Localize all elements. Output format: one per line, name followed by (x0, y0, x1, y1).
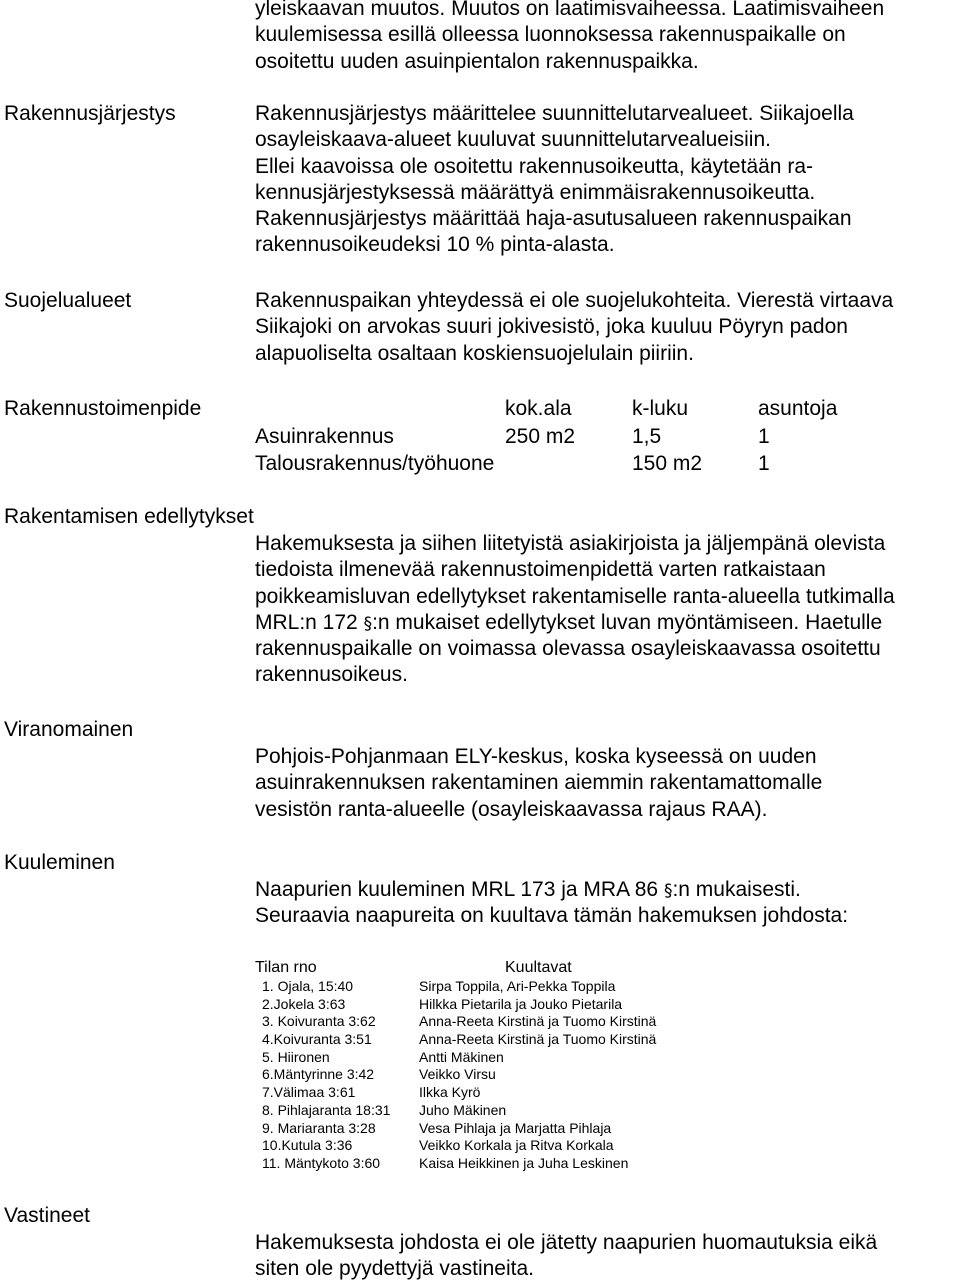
section-symbol: § (663, 881, 673, 901)
text-line: osayleiskaava-alueet kuuluvat suunnittelutarvealueisiin. (255, 128, 771, 152)
list-item: Ilkka Kyrö (419, 1084, 481, 1101)
viranomainen-paragraph (255, 744, 822, 823)
text-line: Rakennuspaikan yhteydessä ei ole suojelukohteita. Vierestä virtaava (255, 289, 894, 312)
text-line: Ellei kaavoissa ole osoitettu rakennusoikeutta, käytetään ra- (255, 154, 813, 178)
text-line: Rakennusjärjestys määrittelee suunnittelutarvealueet. Siikajoella (255, 102, 854, 125)
text-line: tiedoista ilmenevää rakennustoimenpidettä varten ratkaistaan (255, 558, 826, 582)
list-item: Vesa Pihlaja ja Marjatta Pihlaja (419, 1119, 612, 1136)
rakennusjarjestys-paragraph (255, 101, 854, 259)
list-item: 1. Ojala, 15:40 (262, 978, 354, 994)
header-kokala: kok.ala (505, 397, 572, 420)
list-item: 11. Mäntykoto 3:60 (262, 1154, 381, 1171)
text-line: Seuraavia naapureita on kuultava tämän hakemuksen johdosta: (255, 904, 849, 928)
list-item: 5. Hiironen (262, 1048, 330, 1065)
text-fragment: :n mukaisesti. (672, 878, 801, 901)
list-item: Veikko Virsu (419, 1066, 496, 1083)
row-asuinrakennus-kluku: 1,5 (632, 425, 662, 448)
text-line: Hakemuksesta ja siihen liitetyistä asiakirjoista ja jäljempänä olevista (255, 532, 886, 555)
section-label-kuuleminen: Kuuleminen (4, 851, 115, 874)
text-line: rakennusoikeus. (255, 663, 408, 687)
text-line: Siikajoki on arvokas suuri jokivesistö, joka kuuluu Pöyryn padon (255, 315, 848, 339)
header-asuntoja: asuntoja (758, 397, 838, 420)
list-item: 10.Kutula 3:36 (262, 1137, 353, 1154)
section-symbol: § (363, 613, 373, 634)
section-label-edellytykset: Rakentamisen edellytykset (4, 505, 254, 528)
row-asuinrakennus-kokala: 250 m2 (505, 425, 576, 448)
row-talousrakennus-name: Talousrakennus/työhuone (255, 452, 495, 475)
list-item: Anna-Reeta Kirstinä ja Tuomo Kirstinä (419, 1013, 657, 1030)
section-label-suojelualueet: Suojelualueet (4, 289, 132, 312)
list-item: 8. Pihlajaranta 18:31 (262, 1101, 391, 1118)
text-line: asuinrakennuksen rakentaminen aiemmin rakentamattomalle (255, 771, 823, 795)
header-kluku: k-luku (632, 397, 689, 420)
list-item: Juho Mäkinen (419, 1101, 507, 1118)
text-line: rakennuspaikalle on voimassa olevassa osayleiskaavassa osoitettu (255, 637, 881, 661)
section-label-viranomainen: Viranomainen (4, 718, 134, 741)
section-label-rakennustoimenpide: Rakennustoimenpide (4, 397, 202, 420)
list-item: 4.Koivuranta 3:51 (262, 1031, 372, 1048)
header-tilan-rno: Tilan rno (255, 959, 317, 976)
row-asuinrakennus-asuntoja: 1 (758, 425, 770, 448)
list-item: 3. Koivuranta 3:62 (262, 1013, 376, 1030)
list-item: 6.Mäntyrinne 3:42 (262, 1066, 375, 1083)
text-line: Pohjois-Pohjanmaan ELY-keskus, koska kyseessä on uuden (255, 745, 817, 768)
text-line: vesistön ranta-alueelle (osayleiskaavassa rajaus RAA). (255, 797, 768, 821)
text-line: siten ole pyydettyjä vastineita. (255, 1257, 534, 1281)
text-line: kuulemisessa esillä olleessa luonnoksessa rakennuspaikalle on (255, 23, 846, 47)
section-label-rakennusjarjestys: Rakennusjärjestys (4, 102, 176, 125)
suojelualueet-paragraph (255, 288, 893, 367)
text-line: alapuoliselta osaltaan koskiensuojelulain piiriin. (255, 341, 694, 365)
text-line: rakennusoikeudeksi 10 % pinta-alasta. (255, 233, 615, 257)
text-line: osoitettu uuden asuinpientalon rakennuspaikka. (255, 49, 699, 73)
text-line: yleiskaavan muutos. Muutos on laatimisvaiheessa. Laatimisvaiheen (255, 0, 885, 20)
list-item: 7.Välimaa 3:61 (262, 1084, 356, 1101)
row-talousrakennus-kluku: 150 m2 (632, 452, 703, 475)
tila-list (262, 978, 390, 1173)
edellytykset-paragraph (255, 531, 895, 689)
text-line: Hakemuksesta johdosta ei ole jätetty naapurien huomautuksia eikä (255, 1231, 878, 1254)
section-label-vastineet: Vastineet (4, 1204, 90, 1227)
text-line (255, 610, 895, 636)
text-fragment: Naapurien kuuleminen MRL 173 ja MRA 86 (255, 878, 664, 901)
text-line: kennusjärjestyksessä määrättyä enimmäisrakennusoikeutta. (255, 180, 816, 204)
list-item: Kaisa Heikkinen ja Juha Leskinen (419, 1154, 629, 1171)
intro-paragraph (255, 0, 884, 75)
list-item: 9. Mariaranta 3:28 (262, 1119, 376, 1136)
row-talousrakennus-asuntoja: 1 (758, 452, 770, 475)
row-asuinrakennus-name: Asuinrakennus (255, 425, 394, 448)
list-item: Anna-Reeta Kirstinä ja Tuomo Kirstinä (419, 1031, 657, 1048)
list-item: Hilkka Pietarila ja Jouko Pietarila (419, 995, 623, 1012)
text-line (255, 877, 848, 903)
text-line: Rakennusjärjestys määrittää haja-asutusalueen rakennuspaikan (255, 207, 852, 231)
list-item: Veikko Korkala ja Ritva Korkala (419, 1137, 614, 1154)
list-item: Sirpa Toppila, Ari-Pekka Toppila (419, 978, 616, 994)
header-kuultavat: Kuultavat (505, 959, 572, 976)
list-item: 2.Jokela 3:63 (262, 995, 346, 1012)
text-fragment: :n mukaiset edellytykset luvan myöntämiseen. Haetulle (372, 610, 883, 634)
vastineet-paragraph (255, 1230, 877, 1283)
text-fragment: MRL:n 172 (255, 610, 364, 634)
kuultavat-list (419, 978, 656, 1173)
kuuleminen-paragraph (255, 877, 848, 930)
list-item: Antti Mäkinen (419, 1048, 504, 1065)
text-line: poikkeamisluvan edellytykset rakentamiselle ranta-alueella tutkimalla (255, 584, 895, 608)
